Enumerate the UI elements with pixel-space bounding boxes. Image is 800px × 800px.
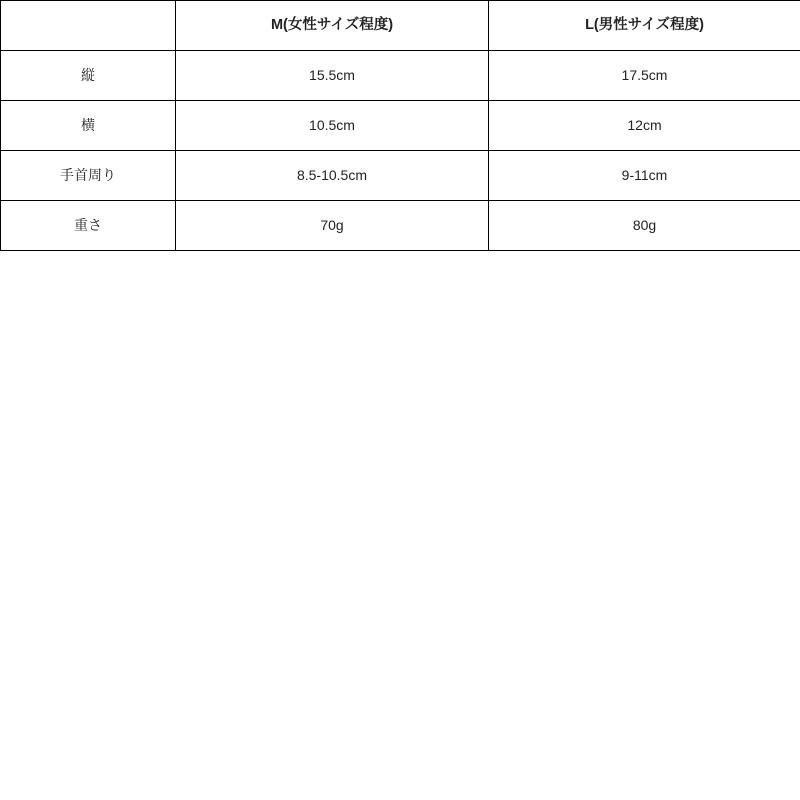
table-row — [1, 151, 800, 201]
cell-wrist-m: 8.5-10.5cm — [176, 151, 489, 201]
size-table — [0, 0, 800, 251]
table-corner-cell — [1, 1, 176, 51]
table-row — [1, 101, 800, 151]
table-header-row — [1, 1, 800, 51]
cell-length-m: 15.5cm — [176, 51, 489, 101]
cell-width-m: 10.5cm — [176, 101, 489, 151]
table-row — [1, 201, 800, 251]
cell-length-l: 17.5cm — [489, 51, 800, 101]
table-header — [1, 1, 800, 51]
table-row — [1, 51, 800, 101]
cell-weight-m: 70g — [176, 201, 489, 251]
row-label-wrist: 手首周り — [1, 151, 176, 201]
row-label-weight: 重さ — [1, 201, 176, 251]
row-label-length: 縦 — [1, 51, 176, 101]
row-label-width: 横 — [1, 101, 176, 151]
cell-weight-l: 80g — [489, 201, 800, 251]
column-header-l: L(男性サイズ程度) — [489, 1, 800, 51]
cell-wrist-l: 9-11cm — [489, 151, 800, 201]
table-body — [1, 51, 800, 251]
column-header-m: M(女性サイズ程度) — [176, 1, 489, 51]
cell-width-l: 12cm — [489, 101, 800, 151]
